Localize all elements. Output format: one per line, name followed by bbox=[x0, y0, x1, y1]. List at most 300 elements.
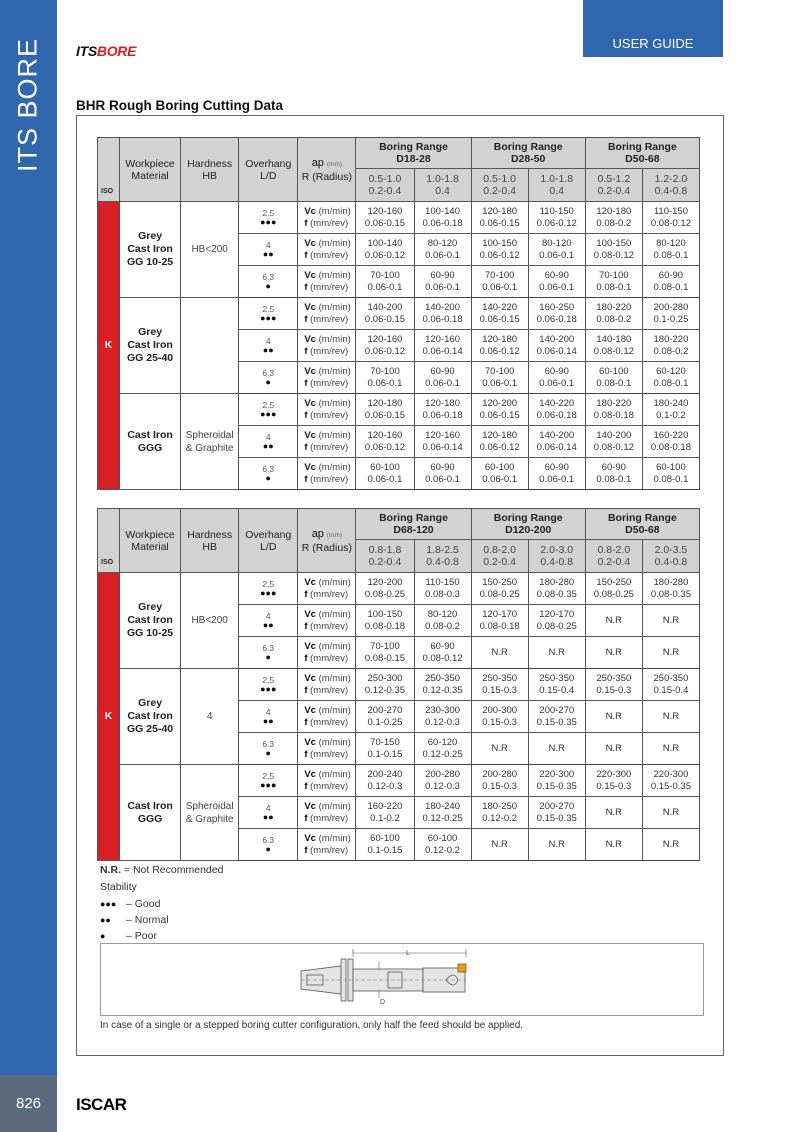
feed-note: In case of a single or a stepped boring cutter configuration, only half the feed should be applied. bbox=[100, 1020, 524, 1031]
overhang-value bbox=[239, 202, 298, 234]
material-name-line: Cast Iron bbox=[127, 614, 173, 626]
iso-group-k: K bbox=[98, 573, 120, 861]
speed-value: 60-90 bbox=[430, 640, 455, 652]
ap-label: ap bbox=[311, 527, 324, 540]
cutting-value-cell bbox=[414, 765, 471, 797]
speed-value: 140-180 bbox=[596, 333, 632, 345]
feed-value: 0.15-0.35 bbox=[536, 716, 577, 728]
cutting-value-cell bbox=[585, 362, 642, 394]
feed-value: 0.12-0.3 bbox=[367, 780, 403, 792]
feed-value: 0.06-0.15 bbox=[364, 409, 406, 421]
feed-value: 0.06-0.14 bbox=[422, 441, 463, 453]
feed-value: 0.06-0.15 bbox=[364, 217, 406, 229]
ap-radius-param bbox=[585, 540, 642, 573]
ld-value: 2.5 bbox=[262, 674, 275, 685]
overhang-value bbox=[239, 362, 298, 394]
feed-value: 0.1-0.15 bbox=[367, 748, 403, 760]
boring-tool-drawing bbox=[101, 944, 705, 1017]
vc-unit: (m/min) bbox=[318, 608, 351, 620]
cutting-value-cell bbox=[585, 829, 642, 861]
cutting-value-cell bbox=[642, 829, 699, 861]
user-guide-label: USER GUIDE bbox=[612, 36, 694, 51]
speed-value: 180-220 bbox=[596, 397, 632, 409]
vc-f-label bbox=[298, 298, 356, 330]
vc-f-label bbox=[298, 234, 356, 266]
f-label: f bbox=[304, 473, 308, 485]
vc-label: Vc bbox=[304, 205, 316, 217]
vc-f-label bbox=[298, 362, 356, 394]
vc-label: Vc bbox=[304, 269, 316, 281]
feed-value: 0.08-0.25 bbox=[536, 620, 577, 632]
stability-dots-icon: ●●● bbox=[260, 587, 277, 598]
speed-value: 250-350 bbox=[482, 672, 518, 684]
ld-value: 4 bbox=[265, 610, 271, 621]
speed-value: 120-180 bbox=[596, 205, 632, 217]
hardness-header-line1: Hardness bbox=[187, 157, 233, 170]
speed-value: N.R bbox=[491, 646, 508, 658]
overhang-value bbox=[239, 701, 298, 733]
cutting-value-cell bbox=[642, 797, 699, 829]
speed-value: 140-200 bbox=[425, 301, 460, 313]
cutting-value-cell bbox=[471, 202, 528, 234]
stability-dots-icon: ● bbox=[265, 472, 271, 483]
f-unit: (mm/rev) bbox=[310, 473, 349, 485]
feed-value: 0.12-0.2 bbox=[482, 812, 518, 824]
overhang-value bbox=[239, 829, 298, 861]
f-label: f bbox=[304, 652, 308, 664]
vc-label: Vc bbox=[304, 365, 316, 377]
feed-value: 0.06-0.12 bbox=[479, 345, 520, 357]
speed-value: 110-150 bbox=[653, 205, 689, 217]
vc-f-label bbox=[298, 701, 356, 733]
cutting-value-cell bbox=[471, 362, 528, 394]
stability-dots-icon: ● bbox=[265, 843, 271, 854]
feed-value: 0.08-0.1 bbox=[653, 377, 689, 389]
feed-value: 0.08-0.3 bbox=[425, 588, 460, 600]
vc-unit: (m/min) bbox=[318, 205, 351, 217]
cutting-value-cell bbox=[642, 394, 699, 426]
material-name-line: Grey bbox=[138, 230, 163, 242]
cutting-value-cell bbox=[471, 637, 528, 669]
feed-value: 0.06-0.1 bbox=[425, 473, 460, 485]
cutting-value-cell bbox=[471, 458, 528, 490]
overhang-value bbox=[239, 234, 298, 266]
cutting-value-cell bbox=[356, 573, 414, 605]
boring-range-header bbox=[471, 509, 585, 540]
feed-value: 0.06-0.1 bbox=[425, 281, 460, 293]
vc-f-label bbox=[298, 202, 356, 234]
page-title: BHR Rough Boring Cutting Data bbox=[76, 98, 283, 113]
cutting-value-cell bbox=[528, 765, 585, 797]
feed-value: 0.15-0.35 bbox=[536, 780, 577, 792]
overhang-value bbox=[239, 330, 298, 362]
cutting-value-cell bbox=[528, 362, 585, 394]
feed-value: 0.06-0.12 bbox=[536, 217, 577, 229]
cutting-value-cell bbox=[471, 701, 528, 733]
radius-value: 0.4-0.8 bbox=[426, 556, 459, 568]
material-name bbox=[120, 573, 181, 669]
feed-value: 0.08-0.12 bbox=[593, 441, 634, 453]
cutting-value-cell bbox=[585, 426, 642, 458]
feed-value: 0.08-0.25 bbox=[593, 588, 634, 600]
cutting-value-cell bbox=[356, 330, 414, 362]
sidebar-title: ITS BORE bbox=[12, 37, 43, 173]
feed-value: 0.15-0.4 bbox=[653, 684, 689, 696]
speed-value: 200-240 bbox=[367, 768, 403, 780]
stability-dots-icon: ● bbox=[265, 747, 271, 758]
ap-radius-param bbox=[414, 169, 471, 202]
workpiece-material-header bbox=[120, 509, 181, 573]
cutting-value-cell bbox=[585, 797, 642, 829]
cutting-value-cell bbox=[642, 202, 699, 234]
speed-value: N.R bbox=[605, 710, 623, 722]
material-name bbox=[120, 394, 181, 490]
cutting-value-cell bbox=[585, 733, 642, 765]
f-unit: (mm/rev) bbox=[310, 345, 349, 357]
iscar-logo: ISCAR bbox=[76, 1095, 127, 1114]
vc-label: Vc bbox=[304, 704, 316, 716]
ap-value: 0.5-1.2 bbox=[597, 173, 631, 185]
speed-value: 60-100 bbox=[370, 461, 400, 473]
f-label: f bbox=[304, 812, 308, 824]
ap-value: 2.0-3.0 bbox=[540, 544, 574, 556]
overhang-value bbox=[239, 394, 298, 426]
speed-value: 80-120 bbox=[656, 237, 686, 249]
material-name-line: Cast Iron bbox=[127, 428, 173, 441]
logo-its: ITS bbox=[76, 43, 97, 59]
feed-value: 0.08-0.1 bbox=[653, 281, 689, 293]
vc-unit: (m/min) bbox=[318, 237, 351, 249]
feed-value: 0.06-0.12 bbox=[364, 249, 406, 261]
feed-value: 0.06-0.1 bbox=[367, 377, 403, 389]
radius-value: 0.4-0.8 bbox=[540, 556, 574, 568]
feed-value: 0.15-0.3 bbox=[596, 684, 632, 696]
hardness-header-line1: Hardness bbox=[187, 528, 233, 541]
hardness-value bbox=[181, 298, 239, 394]
f-label: f bbox=[304, 281, 308, 293]
f-unit: (mm/rev) bbox=[310, 844, 349, 856]
cutting-value-cell bbox=[414, 330, 471, 362]
feed-value: 0.1-0.25 bbox=[653, 313, 689, 325]
cutting-value-cell bbox=[642, 266, 699, 298]
stability-dots-icon: ●●● bbox=[260, 408, 277, 419]
cutting-value-cell bbox=[528, 605, 585, 637]
cutting-value-cell bbox=[585, 765, 642, 797]
cutting-value-cell bbox=[585, 234, 642, 266]
material-name-line: Cast Iron bbox=[127, 799, 173, 812]
speed-value: 120-160 bbox=[425, 333, 460, 345]
speed-value: 60-100 bbox=[427, 832, 458, 844]
speed-value: 250-350 bbox=[596, 672, 632, 684]
overhang-value bbox=[239, 637, 298, 669]
ld-value: 4 bbox=[265, 239, 271, 250]
speed-value: 200-270 bbox=[539, 800, 575, 812]
ld-value: 6.3 bbox=[262, 463, 275, 474]
speed-value: 180-250 bbox=[482, 800, 518, 812]
speed-value: 120-180 bbox=[425, 397, 460, 409]
vc-unit: (m/min) bbox=[318, 461, 351, 473]
cutting-value-cell bbox=[414, 829, 471, 861]
f-label: f bbox=[304, 217, 308, 229]
cutting-value-cell bbox=[528, 298, 585, 330]
speed-value: 110-150 bbox=[425, 576, 460, 588]
cutting-value-cell bbox=[642, 298, 699, 330]
speed-value: 250-350 bbox=[425, 672, 460, 684]
radius-label: R (Radius) bbox=[301, 541, 352, 554]
ld-value: 6.3 bbox=[262, 738, 275, 749]
speed-value: 140-220 bbox=[539, 397, 575, 409]
ld-value: 2.5 bbox=[262, 770, 275, 781]
cutting-value-cell bbox=[642, 637, 699, 669]
speed-value: 60-100 bbox=[599, 365, 629, 377]
speed-value: 60-100 bbox=[656, 461, 686, 473]
hardness-header bbox=[181, 138, 239, 202]
vc-f-label bbox=[298, 458, 356, 490]
vc-unit: (m/min) bbox=[318, 832, 351, 844]
boring-range-value: D50-68 bbox=[625, 153, 660, 165]
speed-value: 140-220 bbox=[482, 301, 518, 313]
radius-value: 0.2-0.4 bbox=[483, 185, 516, 197]
boring-range-header bbox=[356, 509, 471, 540]
speed-value: 60-100 bbox=[484, 461, 515, 473]
feed-value: 0.08-0.12 bbox=[593, 345, 634, 357]
feed-value: 0.06-0.14 bbox=[536, 345, 577, 357]
cutting-value-cell bbox=[471, 298, 528, 330]
good-dots-icon: ●●● bbox=[100, 899, 117, 909]
cutting-value-cell bbox=[471, 829, 528, 861]
speed-value: 120-200 bbox=[482, 397, 518, 409]
material-name-line: Cast Iron bbox=[127, 710, 173, 722]
radius-value: 0.4-0.8 bbox=[654, 185, 688, 197]
speed-value: N.R bbox=[548, 646, 565, 658]
cutting-data-table-2 bbox=[97, 508, 700, 861]
speed-value: 120-160 bbox=[367, 333, 403, 345]
speed-value: 250-350 bbox=[539, 672, 575, 684]
cutting-value-cell bbox=[471, 394, 528, 426]
vc-unit: (m/min) bbox=[318, 640, 351, 652]
cutting-value-cell bbox=[528, 669, 585, 701]
ap-value: 0.5-1.0 bbox=[368, 173, 402, 185]
boring-range-title: Boring Range bbox=[379, 512, 448, 524]
f-unit: (mm/rev) bbox=[310, 441, 349, 453]
speed-value: 250-350 bbox=[653, 672, 689, 684]
ld-value: 6.3 bbox=[262, 834, 275, 845]
speed-value: 60-90 bbox=[601, 461, 626, 473]
speed-value: 80-120 bbox=[427, 608, 458, 620]
nr-text: = Not Recommended bbox=[123, 864, 224, 876]
speed-value: N.R bbox=[605, 646, 623, 658]
speed-value: 60-90 bbox=[544, 365, 569, 377]
ld-value: 6.3 bbox=[262, 642, 275, 653]
speed-value: 70-150 bbox=[370, 736, 400, 748]
radius-label: R (Radius) bbox=[301, 170, 352, 183]
boring-range-title: Boring Range bbox=[607, 512, 677, 524]
vc-label: Vc bbox=[304, 461, 316, 473]
feed-value: 0.15-0.3 bbox=[596, 780, 632, 792]
feed-value: 0.08-0.1 bbox=[596, 281, 632, 293]
cutting-value-cell bbox=[414, 637, 471, 669]
cutting-value-cell bbox=[356, 362, 414, 394]
speed-value: 120-170 bbox=[539, 608, 575, 620]
ld-value: 2.5 bbox=[262, 578, 275, 589]
feed-value: 0.12-0.2 bbox=[425, 844, 460, 856]
cutting-value-cell bbox=[642, 330, 699, 362]
hardness-value bbox=[181, 202, 239, 298]
speed-value: 200-300 bbox=[482, 704, 518, 716]
boring-range-header bbox=[356, 138, 471, 169]
vc-label: Vc bbox=[304, 832, 316, 844]
cutting-value-cell bbox=[414, 573, 471, 605]
material-name bbox=[120, 298, 181, 394]
speed-value: 200-280 bbox=[653, 301, 689, 313]
page-number: 826 bbox=[15, 1095, 42, 1112]
hardness-text: Spheroidal & Graphite bbox=[185, 429, 234, 454]
cutting-data-table-1 bbox=[97, 137, 700, 490]
feed-value: 0.08-0.12 bbox=[650, 217, 692, 229]
cutting-value-cell bbox=[642, 234, 699, 266]
overhang-value bbox=[239, 733, 298, 765]
vc-f-label bbox=[298, 605, 356, 637]
cutting-value-cell bbox=[356, 234, 414, 266]
vc-unit: (m/min) bbox=[318, 576, 351, 588]
f-unit: (mm/rev) bbox=[310, 812, 349, 824]
cutting-value-cell bbox=[528, 394, 585, 426]
cutting-value-cell bbox=[585, 637, 642, 669]
cutting-value-cell bbox=[528, 234, 585, 266]
stability-dots-icon: ●● bbox=[262, 715, 274, 726]
speed-value: 120-170 bbox=[482, 608, 518, 620]
cutting-value-cell bbox=[356, 829, 414, 861]
vc-label: Vc bbox=[304, 640, 316, 652]
vc-f-label bbox=[298, 573, 356, 605]
drawing-label-d: D bbox=[380, 999, 386, 1006]
ap-radius-param bbox=[585, 169, 642, 202]
data-row bbox=[98, 669, 700, 701]
feed-value: 0.08-0.1 bbox=[596, 377, 632, 389]
f-label: f bbox=[304, 409, 308, 421]
cutting-value-cell bbox=[414, 298, 471, 330]
vc-f-label bbox=[298, 733, 356, 765]
boring-range-header bbox=[585, 509, 699, 540]
speed-value: 70-100 bbox=[370, 640, 400, 652]
ld-value: 6.3 bbox=[262, 367, 275, 378]
feed-value: 0.08-0.18 bbox=[593, 409, 634, 421]
vc-label: Vc bbox=[304, 672, 316, 684]
header-row bbox=[98, 509, 700, 540]
legend-poor bbox=[100, 930, 157, 942]
ap-value: 0.8-2.0 bbox=[597, 544, 631, 556]
speed-value: 200-270 bbox=[367, 704, 403, 716]
speed-value: 120-160 bbox=[425, 429, 460, 441]
cutting-value-cell bbox=[585, 669, 642, 701]
cutting-value-cell bbox=[528, 797, 585, 829]
cutting-value-cell bbox=[642, 362, 699, 394]
material-name-line: GG 10-25 bbox=[127, 256, 174, 268]
vc-unit: (m/min) bbox=[318, 800, 351, 812]
feed-value: 0.06-0.12 bbox=[364, 441, 406, 453]
data-row bbox=[98, 765, 700, 797]
feed-value: 0.08-0.1 bbox=[653, 249, 689, 261]
cutting-value-cell bbox=[585, 605, 642, 637]
vc-f-label bbox=[298, 797, 356, 829]
ld-value: 4 bbox=[265, 706, 271, 717]
legend-normal-text: – Normal bbox=[126, 914, 169, 926]
feed-value: 0.06-0.15 bbox=[479, 217, 520, 229]
cutting-value-cell bbox=[356, 202, 414, 234]
radius-value: 0.2-0.4 bbox=[368, 185, 402, 197]
f-unit: (mm/rev) bbox=[310, 652, 349, 664]
speed-value: 60-90 bbox=[430, 365, 455, 377]
f-label: f bbox=[304, 588, 308, 600]
ld-value: 2.5 bbox=[262, 399, 275, 410]
ap-radius-param bbox=[414, 540, 471, 573]
f-unit: (mm/rev) bbox=[310, 249, 349, 261]
stability-dots-icon: ● bbox=[265, 651, 271, 662]
material-name-line: Grey bbox=[138, 601, 163, 613]
feed-value: 0.08-0.35 bbox=[536, 588, 577, 600]
stability-dots-icon: ●● bbox=[262, 248, 274, 259]
stability-dots-icon: ●●● bbox=[260, 683, 277, 694]
f-label: f bbox=[304, 345, 308, 357]
boring-range-value: D28-50 bbox=[510, 153, 546, 165]
radius-value: 0.4 bbox=[435, 185, 450, 197]
feed-value: 0.06-0.15 bbox=[479, 313, 520, 325]
speed-value: 220-300 bbox=[539, 768, 575, 780]
cutting-value-cell bbox=[356, 266, 414, 298]
feed-value: 0.08-0.2 bbox=[596, 313, 632, 325]
speed-value: 100-150 bbox=[367, 608, 403, 620]
f-unit: (mm/rev) bbox=[310, 780, 349, 792]
speed-value: 220-300 bbox=[653, 768, 689, 780]
f-label: f bbox=[304, 377, 308, 389]
material-name-line: GGG bbox=[137, 812, 163, 825]
overhang-header-line2: L/D bbox=[260, 540, 277, 553]
cutting-value-cell bbox=[471, 605, 528, 637]
f-unit: (mm/rev) bbox=[310, 313, 349, 325]
f-label: f bbox=[304, 780, 308, 792]
ap-value: 0.8-1.8 bbox=[368, 544, 402, 556]
feed-value: 0.15-0.3 bbox=[482, 716, 518, 728]
cutting-value-cell bbox=[356, 669, 414, 701]
material-name bbox=[120, 765, 181, 861]
overhang-header bbox=[239, 509, 298, 573]
overhang-header bbox=[239, 138, 298, 202]
speed-value: 200-280 bbox=[482, 768, 518, 780]
cutting-value-cell bbox=[356, 394, 414, 426]
vc-label: Vc bbox=[304, 333, 316, 345]
speed-value: 100-140 bbox=[425, 205, 460, 217]
speed-value: 60-120 bbox=[656, 365, 686, 377]
f-unit: (mm/rev) bbox=[310, 748, 349, 760]
feed-value: 0.06-0.12 bbox=[479, 441, 520, 453]
feed-value: 0.06-0.14 bbox=[536, 441, 577, 453]
feed-value: 0.08-0.15 bbox=[364, 652, 406, 664]
legend-normal bbox=[100, 914, 169, 926]
cutting-value-cell bbox=[471, 330, 528, 362]
insert bbox=[458, 964, 466, 972]
cutting-value-cell bbox=[528, 426, 585, 458]
hardness-header-line2: HB bbox=[202, 540, 217, 553]
speed-value: N.R bbox=[605, 614, 623, 626]
speed-value: 180-280 bbox=[539, 576, 575, 588]
speed-value: 160-250 bbox=[539, 301, 575, 313]
cutting-value-cell bbox=[414, 234, 471, 266]
overhang-value bbox=[239, 426, 298, 458]
cutting-value-cell bbox=[356, 765, 414, 797]
workpiece-material-header bbox=[120, 138, 181, 202]
data-row bbox=[98, 573, 700, 605]
logo-bore: BORE bbox=[96, 43, 137, 59]
